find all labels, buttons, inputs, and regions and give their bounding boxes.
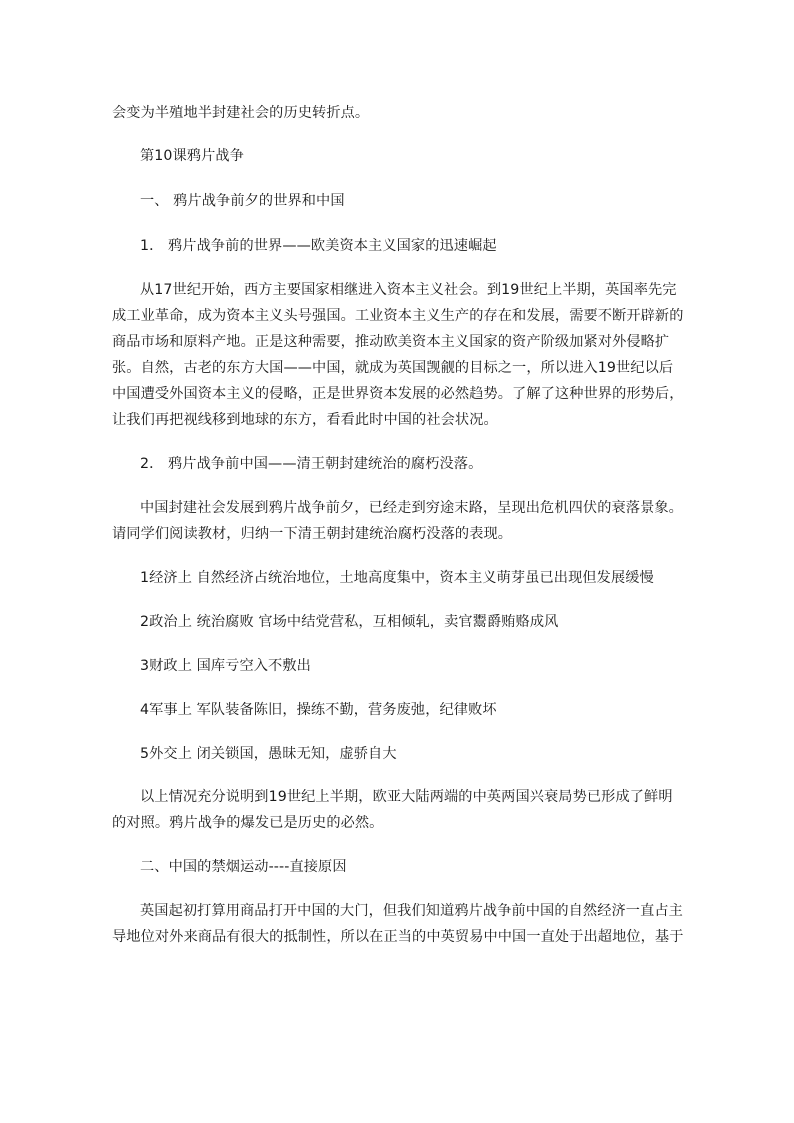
document-body <box>112 100 684 950</box>
subsection-heading-1: 1． 鸦片战争前的世界——欧美资本主义国家的迅速崛起 <box>140 238 497 254</box>
list-item-economy: 1经济上 自然经济占统治地位，土地高度集中，资本主义萌芽虽已出现但发展缓慢 <box>140 570 654 586</box>
list-item-diplomacy: 5外交上 闭关锁国，愚昧无知，虚骄自大 <box>140 746 397 762</box>
paragraph-qing-decline: 中国封建社会发展到鸦片战争前夕，已经走到穷途末路，呈现出危机四伏的衰落景象。请同学们阅读教材，归纳一下清王朝封建统治腐朽没落的表现。 <box>112 500 683 542</box>
section-heading-2: 二、中国的禁烟运动----直接原因 <box>140 859 347 875</box>
list-item-finance: 3财政上 国库亏空入不敷出 <box>140 658 311 674</box>
paragraph-western-rise: 从17世纪开始，西方主要国家相继进入资本主义社会。到19世纪上半期，英国率先完成工业革命，成为资本主义头号强国。工业资本主义生产的存在和发展，需要不断开辟新的商品市场和原料产地。正是这种需要，推动欧美资本主义国家的资产阶级加紧对外侵略扩张。自然，古老的东方大国——中国，就成为英国觊觎的目标之一，所以进入19世纪以后中国遭受外国资本主义的侵略，正是世界资本发展的必然趋势。了解了这种世界的形势后，让我们再把视线移到地球的东方，看看此时中国的社会状况。 <box>112 282 684 428</box>
list-item-politics: 2政治上 统治腐败 官场中结党营私，互相倾轧，卖官鬻爵贿赂成风 <box>140 614 559 630</box>
list-item-military: 4军事上 军队装备陈旧，操练不勤，营务废弛，纪律败坏 <box>140 702 497 718</box>
paragraph-intro-fragment: 会变为半殖地半封建社会的历史转折点。 <box>112 105 370 121</box>
paragraph-conclusion: 以上情况充分说明到19世纪上半期，欧亚大陆两端的中英两国兴衰局势已形成了鲜明的对照。鸦片战争的爆发已是历史的必然。 <box>112 789 673 831</box>
section-heading-1: 一、 鸦片战争前夕的世界和中国 <box>140 193 345 209</box>
subsection-heading-2: 2． 鸦片战争前中国——清王朝封建统治的腐朽没落。 <box>140 456 483 472</box>
paragraph-trade: 英国起初打算用商品打开中国的大门，但我们知道鸦片战争前中国的自然经济一直占主导地位对外来商品有很大的抵制性，所以在正当的中英贸易中中国一直处于出超地位，基于 <box>112 903 684 945</box>
lesson-title: 第10课鸦片战争 <box>140 148 244 164</box>
